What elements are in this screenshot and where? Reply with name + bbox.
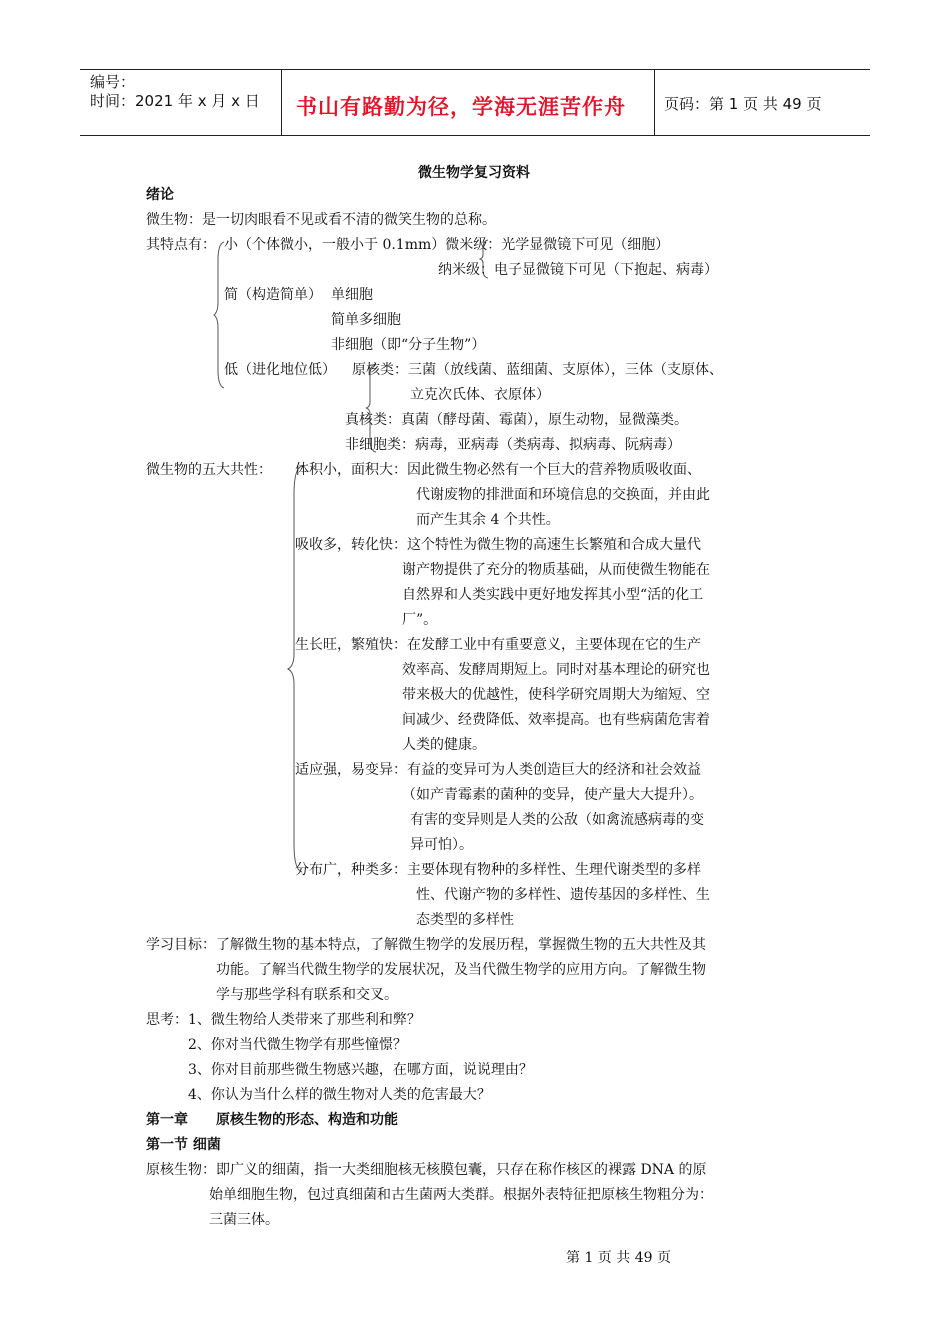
f1-line: 而产生其余 4 个共性。 — [416, 512, 560, 528]
f5-line: 态类型的多样性 — [416, 912, 514, 928]
f4-line: 异可怕）。 — [410, 837, 473, 853]
f3-line: 效率高、发酵周期短上。同时对基本理论的研究也 — [402, 662, 710, 678]
five-label: 微生物的五大共性： — [146, 462, 272, 478]
header-motto: 书山有路勤为径，学海无涯苦作舟 — [296, 95, 626, 119]
feature-low: 低（进化地位低） — [224, 362, 336, 378]
section-heading: 第一节 细菌 — [146, 1137, 221, 1153]
feature-simple-1: 单细胞 — [331, 287, 373, 303]
goal-line: 功能。了解当代微生物学的发展状况，及当代微生物学的应用方向。了解微生物 — [216, 962, 706, 978]
prok-line: 原核生物：即广义的细菌，指一大类细胞核无核膜包囊，只存在称作核区的裸露 DNA 的原 — [146, 1162, 707, 1178]
f4-line: （如产青霉素的菌种的变异，使产量大大提升）。 — [402, 787, 703, 803]
doc-title: 微生物学复习资料 — [418, 165, 530, 181]
chapter-heading: 第一章 原核生物的形态、构造和功能 — [146, 1112, 398, 1128]
goal-line: 学习目标：了解微生物的基本特点，了解微生物学的发展历程，掌握微生物的五大共性及其 — [146, 937, 706, 953]
f3-line: 带来极大的优越性，使科学研究周期大为缩短、空 — [402, 687, 710, 703]
f2-line: 吸收多，转化快：这个特性为微生物的高速生长繁殖和合成大量代 — [295, 537, 701, 553]
f1-line: 代谢废物的排泄面和环境信息的交换面，并由此 — [416, 487, 710, 503]
goal-line: 学与那些学科有联系和交叉。 — [216, 987, 398, 1003]
think-line: 2、你对当代微生物学有那些憧憬？ — [188, 1037, 407, 1053]
feature-simple-3: 非细胞（即“分子生物”） — [331, 337, 486, 353]
prok-line: 三菌三体。 — [209, 1212, 279, 1228]
f3-line: 生长旺，繁殖快：在发酵工业中有重要意义，主要体现在它的生产 — [295, 637, 701, 653]
feature-simple: 简（构造简单） — [224, 287, 322, 303]
features-label: 其特点有： — [146, 237, 216, 253]
page-footer: 第 1 页 共 49 页 — [566, 1250, 671, 1266]
serial-label: 编号： — [90, 73, 136, 91]
header-bottom-rule — [80, 135, 870, 136]
think-line: 思考：1、微生物给人类带来了那些利和弊？ — [146, 1012, 421, 1028]
f1-line: 体积小，面积大：因此微生物必然有一个巨大的营养物质吸收面、 — [295, 462, 701, 478]
header-divider-2 — [654, 69, 655, 136]
feature-small-nano: 纳米级：电子显微镜下可见（下抱起、病毒） — [438, 262, 718, 278]
five-brace — [288, 464, 304, 874]
feature-low-euk: 真核类：真菌（酵母菌、霉菌），原生动物，显微藻类。 — [345, 412, 688, 428]
feature-low-prok: 原核类：三菌（放线菌、蓝细菌、支原体），三体（支原体、 — [352, 362, 723, 378]
header-top-rule — [80, 69, 870, 70]
f4-line: 适应强，易变异：有益的变异可为人类创造巨大的经济和社会效益 — [295, 762, 701, 778]
header-divider-1 — [281, 69, 282, 136]
time-label: 时间：2021 年 x 月 x 日 — [90, 92, 260, 110]
header-page-info: 页码：第 1 页 共 49 页 — [664, 95, 822, 113]
f5-line: 分布广，种类多：主要体现有物种的多样性、生理代谢类型的多样 — [295, 862, 701, 878]
think-line: 3、你对目前那些微生物感兴趣，在哪方面，说说理由？ — [188, 1062, 533, 1078]
f3-line: 人类的健康。 — [402, 737, 486, 753]
f3-line: 间减少、经费降低、效率提高。也有些病菌危害着 — [402, 712, 710, 728]
f4-line: 有害的变异则是人类的公敌（如禽流感病毒的变 — [410, 812, 704, 828]
intro-heading: 绪论 — [146, 187, 174, 203]
f2-line: 自然界和人类实践中更好地发挥其小型“活的化工 — [402, 587, 704, 603]
feature-small: 小（个体微小，一般小于 0.1mm）微米级：光学显微镜下可见（细胞） — [224, 237, 670, 253]
feature-low-noncell: 非细胞类：病毒，亚病毒（类病毒、拟病毒、阮病毒） — [345, 437, 681, 453]
think-line: 4、你认为当什么样的微生物对人类的危害最大？ — [188, 1087, 491, 1103]
feature-simple-2: 简单多细胞 — [331, 312, 401, 328]
feature-low-prok-2: 立克次氏体、衣原体） — [410, 387, 550, 403]
f5-line: 性、代谢产物的多样性、遗传基因的多样性、生 — [416, 887, 710, 903]
prok-line: 始单细胞生物，包过真细菌和古生菌两大类群。根据外表特征把原核生物粗分为： — [209, 1187, 713, 1203]
f2-line: 厂”。 — [402, 612, 438, 628]
definition: 微生物：是一切肉眼看不见或看不清的微笑生物的总称。 — [146, 212, 496, 228]
f2-line: 谢产物提供了充分的物质基础，从而使微生物能在 — [402, 562, 710, 578]
